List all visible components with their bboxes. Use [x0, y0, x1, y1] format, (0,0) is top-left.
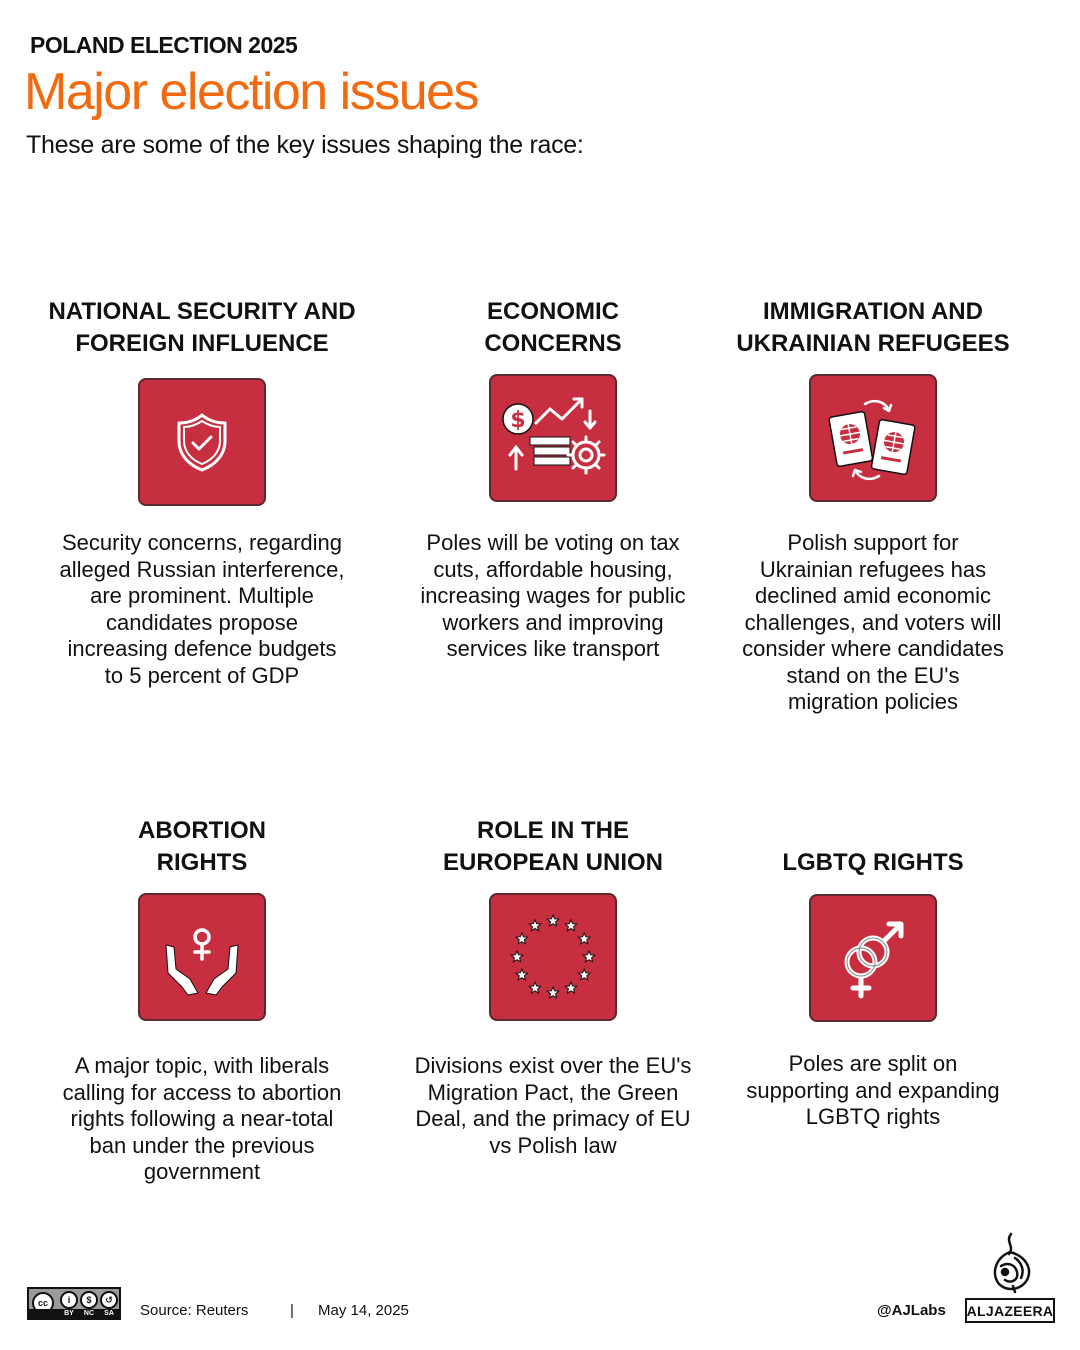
- desc-line: LGBTQ rights: [805, 1104, 941, 1129]
- issue-description: [703, 530, 1043, 716]
- aljazeera-logo-icon: [985, 1232, 1035, 1294]
- cc-license-badge: [27, 1287, 121, 1320]
- issue-description: [703, 1051, 1043, 1131]
- desc-line: challenges, and voters will: [744, 609, 1002, 635]
- svg-text:$: $: [510, 408, 526, 433]
- page-title: Major election issues: [24, 63, 479, 121]
- desc-line: are prominent. Multiple: [90, 583, 314, 608]
- desc-line: vs Polish law: [489, 1132, 617, 1158]
- desc-line: supporting and expanding: [746, 1077, 1000, 1103]
- license-nc-label: NC: [83, 1310, 95, 1317]
- desc-line: cuts, affordable housing,: [433, 556, 673, 582]
- hands-female-symbol-icon: [138, 893, 266, 1021]
- economy-growth-icon: [489, 374, 617, 502]
- sa-icon: ↺: [100, 1291, 118, 1309]
- license-by-label: BY: [64, 1310, 74, 1317]
- desc-line: workers and improving: [442, 609, 664, 635]
- desc-line: Ukrainian refugees has: [759, 556, 987, 582]
- desc-line: consider where candidates: [742, 636, 1004, 661]
- desc-line: increasing defence budgets: [67, 636, 337, 661]
- issue-immigration: [703, 296, 1043, 736]
- desc-line: Polish support for: [787, 530, 959, 555]
- passport-exchange-icon: [809, 374, 937, 502]
- issue-heading: [32, 815, 372, 879]
- issue-description: [32, 1053, 372, 1186]
- desc-line: candidates propose: [105, 609, 299, 635]
- desc-line: A major topic, with liberals: [74, 1053, 330, 1078]
- desc-line: calling for access to abortion: [62, 1079, 342, 1105]
- eu-stars-icon: [489, 893, 617, 1021]
- license-sa-label: SA: [104, 1310, 114, 1317]
- heading-line: RIGHTS: [156, 849, 248, 876]
- heading-line: ABORTION: [138, 817, 266, 844]
- desc-line: ban under the previous: [89, 1132, 315, 1158]
- subtitle: These are some of the key issues shaping the race:: [26, 131, 584, 159]
- issue-national-security: [32, 296, 372, 716]
- social-handle: @AJLabs: [877, 1302, 946, 1319]
- heading-line: CONCERNS: [484, 330, 622, 357]
- issue-lgbtq-rights: [703, 847, 1043, 1147]
- issue-heading: [703, 847, 1043, 879]
- aljazeera-wordmark: ALJAZEERA: [965, 1298, 1055, 1323]
- nc-icon: $: [80, 1291, 98, 1309]
- desc-line: declined amid economic: [754, 583, 992, 608]
- heading-line: ECONOMIC: [487, 298, 619, 325]
- heading-line: ROLE IN THE: [476, 817, 629, 844]
- issue-description: [383, 530, 723, 663]
- issue-heading: [32, 296, 372, 360]
- desc-line: Security concerns, regarding: [61, 530, 343, 555]
- issue-heading: [703, 296, 1043, 360]
- gender-symbols-icon: [809, 894, 937, 1022]
- desc-line: to 5 percent of GDP: [104, 662, 300, 688]
- issue-economic-concerns: [383, 296, 723, 716]
- heading-line: IMMIGRATION AND: [763, 298, 983, 325]
- kicker: POLAND ELECTION 2025: [30, 32, 298, 58]
- by-icon: i: [60, 1291, 78, 1309]
- issue-description: [32, 530, 372, 689]
- desc-line: Poles are split on: [788, 1051, 958, 1076]
- desc-line: alleged Russian interference,: [59, 556, 345, 582]
- shield-check-icon: [138, 378, 266, 506]
- publish-date: May 14, 2025: [318, 1302, 409, 1319]
- desc-line: Poles will be voting on tax: [426, 530, 680, 555]
- desc-line: rights following a near-total: [70, 1106, 334, 1131]
- separator: |: [290, 1302, 294, 1319]
- cc-icon: cc: [32, 1292, 54, 1314]
- desc-line: increasing wages for public: [420, 583, 686, 608]
- desc-line: migration policies: [788, 689, 958, 714]
- issue-description: [383, 1053, 723, 1159]
- issue-abortion-rights: [32, 815, 372, 1195]
- heading-line: UKRAINIAN REFUGEES: [736, 330, 1010, 357]
- issue-role-in-eu: [383, 815, 723, 1175]
- desc-line: services like transport: [446, 636, 660, 661]
- heading-line: EUROPEAN UNION: [442, 849, 664, 876]
- issue-heading: [383, 296, 723, 360]
- desc-line: Deal, and the primacy of EU: [415, 1106, 691, 1131]
- desc-line: stand on the EU's: [786, 662, 960, 688]
- heading-line: FOREIGN INFLUENCE: [75, 330, 329, 357]
- heading-line: LGBTQ RIGHTS: [782, 849, 964, 876]
- desc-line: Migration Pact, the Green: [427, 1079, 679, 1105]
- desc-line: government: [143, 1159, 261, 1184]
- source-credit: Source: Reuters: [140, 1302, 249, 1319]
- issue-heading: [383, 815, 723, 879]
- heading-line: NATIONAL SECURITY AND: [48, 298, 356, 325]
- license-labels: [29, 1309, 119, 1318]
- desc-line: Divisions exist over the EU's: [414, 1053, 692, 1078]
